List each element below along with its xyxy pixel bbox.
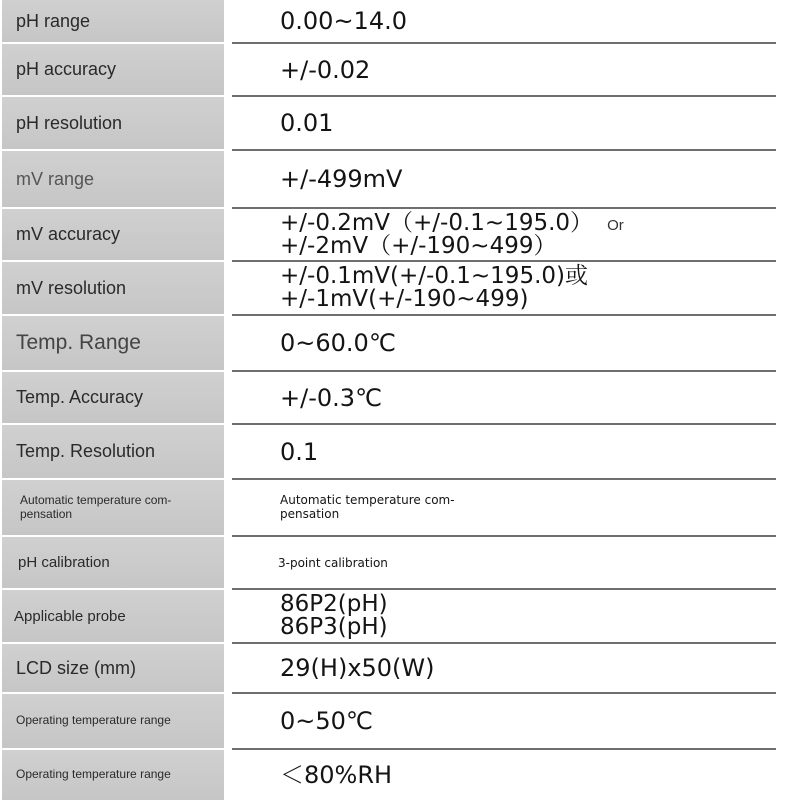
spec-value bbox=[232, 644, 776, 694]
spec-row bbox=[0, 151, 800, 209]
spec-value bbox=[232, 44, 776, 97]
spec-value-line: 29(H)x50(W) bbox=[280, 654, 435, 682]
spec-label: mV resolution bbox=[2, 262, 224, 314]
spec-value-line: 3-point calibration bbox=[278, 555, 388, 570]
spec-value bbox=[232, 590, 776, 644]
spec-row bbox=[0, 0, 800, 44]
spec-value-line: +/-0.3℃ bbox=[280, 383, 382, 412]
spec-row bbox=[0, 262, 800, 316]
spec-value-line: +/-0.1mV(+/-0.1~195.0)或 bbox=[280, 263, 588, 289]
spec-value-line: 86P2(pH) bbox=[280, 591, 388, 617]
spec-value bbox=[232, 372, 776, 425]
spec-value-line: pensation bbox=[280, 506, 340, 521]
spec-label: Applicable probe bbox=[2, 590, 224, 642]
spec-value-line: ＜80%RH bbox=[280, 761, 393, 789]
spec-value-line: Automatic temperature com- bbox=[280, 492, 455, 507]
spec-value bbox=[232, 694, 776, 750]
spec-value bbox=[232, 750, 776, 800]
spec-value bbox=[232, 537, 776, 590]
spec-label: mV accuracy bbox=[2, 209, 224, 260]
spec-value bbox=[232, 480, 776, 537]
spec-value bbox=[232, 0, 776, 44]
spec-label: pH calibration bbox=[2, 537, 224, 588]
spec-row bbox=[0, 480, 800, 537]
spec-value-line: 0~60.0℃ bbox=[280, 329, 396, 357]
spec-row bbox=[0, 537, 800, 590]
spec-value-line: 0.1 bbox=[280, 437, 319, 466]
spec-value bbox=[232, 151, 776, 209]
spec-label: Temp. Accuracy bbox=[2, 372, 224, 423]
spec-value-line: +/-0.2mV（+/-0.1~195.0） Or bbox=[280, 209, 624, 236]
spec-label: Temp. Range bbox=[2, 316, 224, 370]
spec-label: mV range bbox=[2, 151, 224, 207]
spec-value-line: 86P3(pH) bbox=[280, 614, 388, 640]
spec-value bbox=[232, 316, 776, 372]
spec-label: LCD size (mm) bbox=[2, 644, 224, 692]
spec-value-line: 0.00~14.0 bbox=[280, 7, 407, 35]
spec-value-line: 0~50℃ bbox=[280, 707, 373, 735]
spec-label: pH accuracy bbox=[2, 44, 224, 95]
spec-row bbox=[0, 372, 800, 425]
spec-value bbox=[232, 209, 776, 262]
spec-row bbox=[0, 644, 800, 694]
spec-row bbox=[0, 97, 800, 151]
spec-value bbox=[232, 262, 776, 316]
spec-label: pH resolution bbox=[2, 97, 224, 149]
spec-label: Operating temperature range bbox=[2, 750, 224, 800]
spec-row bbox=[0, 209, 800, 262]
spec-row bbox=[0, 750, 800, 800]
spec-value-line: +/-499mV bbox=[280, 165, 403, 193]
spec-label: pH range bbox=[2, 0, 224, 42]
spec-row bbox=[0, 316, 800, 372]
spec-label: Operating temperature range bbox=[2, 694, 224, 748]
spec-row bbox=[0, 44, 800, 97]
or-note: Or bbox=[607, 216, 624, 234]
spec-value-line: +/-0.02 bbox=[280, 55, 371, 84]
spec-row bbox=[0, 590, 800, 644]
spec-label: Automatic temperature com- pensation bbox=[2, 480, 224, 535]
spec-value bbox=[232, 425, 776, 480]
spec-row bbox=[0, 694, 800, 750]
spec-value bbox=[232, 97, 776, 151]
spec-value-line: 0.01 bbox=[280, 109, 334, 137]
spec-value-line: +/-1mV(+/-190~499) bbox=[280, 286, 529, 312]
spec-row bbox=[0, 425, 800, 480]
spec-label: Temp. Resolution bbox=[2, 425, 224, 478]
spec-value-line: +/-2mV（+/-190~499） bbox=[280, 232, 557, 259]
